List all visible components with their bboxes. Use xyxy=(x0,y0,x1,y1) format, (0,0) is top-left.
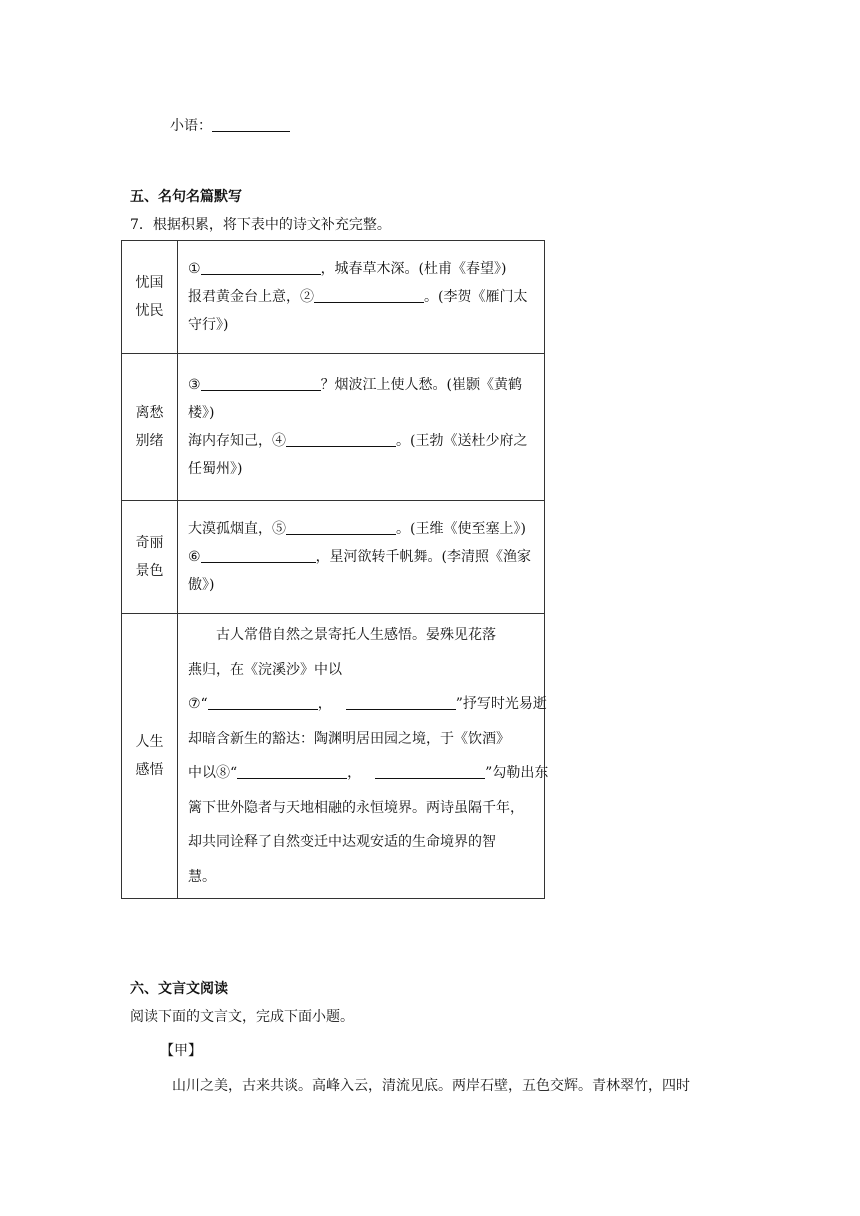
category-text: 人生 xyxy=(135,734,164,750)
line-text: ？烟波江上使人愁。(崔颢《黄鹤 xyxy=(320,377,523,393)
content-cell xyxy=(178,501,545,614)
poem-line xyxy=(188,255,536,283)
paragraph-line: 篱下世外隐者与天地相融的永恒境界。两诗虽隔千年， xyxy=(188,799,524,816)
category-text: 感悟 xyxy=(135,762,164,778)
poem-table xyxy=(121,240,549,899)
fill-blank-1[interactable] xyxy=(201,260,321,275)
line-text: 报君黄金台上意，② xyxy=(188,289,314,305)
answer-blank[interactable] xyxy=(212,117,290,132)
fill-blank-2[interactable] xyxy=(314,288,424,303)
content-cell xyxy=(178,614,549,899)
line-text: ”抒写时光易逝 xyxy=(455,696,547,712)
line-text: ， xyxy=(347,765,362,781)
category-text: 离愁 xyxy=(135,405,164,421)
poem-line xyxy=(188,283,536,311)
category-text: 奇丽 xyxy=(135,535,164,551)
category-text: 景色 xyxy=(135,563,164,579)
answer-line xyxy=(170,115,290,135)
poem-line xyxy=(188,371,536,399)
section-title-6: 六、文言文阅读 xyxy=(130,981,228,997)
fill-blank-6[interactable] xyxy=(201,548,316,563)
category-text: 别绪 xyxy=(135,433,164,449)
category-text: 忧国 xyxy=(135,275,164,291)
category-cell xyxy=(122,501,178,614)
reading-instruction: 阅读下面的文言文，完成下面小题。 xyxy=(130,1009,354,1025)
poem-line: 楼》) xyxy=(188,405,215,421)
line-text: 海内存知己，④ xyxy=(188,433,286,449)
line-text: ， xyxy=(317,696,332,712)
table-row xyxy=(122,354,545,501)
paragraph-line: 却暗含新生的豁达：陶渊明居田园之境，于《饮酒》 xyxy=(188,730,510,747)
line-text: 。(王维《使至塞上》) xyxy=(396,521,526,537)
line-text: ① xyxy=(188,261,201,277)
table-row xyxy=(122,501,545,614)
fill-blank-3[interactable] xyxy=(201,376,321,391)
line-text: ⑦“ xyxy=(188,696,208,712)
section-title-5: 五、名句名篇默写 xyxy=(130,189,242,205)
line-text: ”勾勒出东 xyxy=(485,765,549,781)
content-cell xyxy=(178,241,545,354)
poem-line: 任蜀州》) xyxy=(188,461,243,477)
passage-text: 山川之美，古来共谈。高峰入云，清流见底。两岸石壁，五色交辉。青林翠竹，四时 xyxy=(172,1078,690,1094)
content-cell xyxy=(178,354,545,501)
line-text: 。(王勃《送杜少府之 xyxy=(396,433,528,449)
line-text: 大漠孤烟直，⑤ xyxy=(188,521,286,537)
answer-label: 小语： xyxy=(170,118,212,134)
passage-label: 【甲】 xyxy=(160,1043,202,1059)
category-cell xyxy=(122,354,178,501)
table-row xyxy=(122,241,545,354)
line-text: ，城春草木深。(杜甫《春望》) xyxy=(320,261,507,277)
paragraph-line: 古人常借自然之景寄托人生感悟。晏殊见花落 xyxy=(216,627,496,643)
poem-line xyxy=(188,515,536,543)
fill-blank-8a[interactable] xyxy=(237,764,347,779)
question-7: 7．根据积累，将下表中的诗文补充完整。 xyxy=(130,217,391,233)
line-text: 。(李贺《雁门太 xyxy=(424,289,528,305)
fill-blank-7b[interactable] xyxy=(346,695,456,710)
category-cell xyxy=(122,241,178,354)
line-text: ，星河欲转千帆舞。(李清照《渔家 xyxy=(315,549,532,565)
fill-blank-5[interactable] xyxy=(286,520,396,535)
paragraph-line xyxy=(188,756,549,791)
poem-line: 守行》) xyxy=(188,317,229,333)
poem-line xyxy=(188,543,536,571)
table-row xyxy=(122,614,545,899)
line-text: ③ xyxy=(188,377,201,393)
category-cell xyxy=(122,614,178,899)
fill-blank-7a[interactable] xyxy=(208,695,318,710)
line-text: ⑥ xyxy=(188,549,201,565)
poem-line xyxy=(188,427,536,455)
category-text: 忧民 xyxy=(135,303,164,319)
poem-line: 傲》) xyxy=(188,577,215,593)
paragraph-line xyxy=(188,687,547,722)
paragraph-line: 燕归，在《浣溪沙》中以 xyxy=(188,661,342,678)
line-text: 中以⑧“ xyxy=(188,765,238,781)
paragraph-line: 却共同诠释了自然变迁中达观安适的生命境界的智 xyxy=(188,834,496,850)
fill-blank-4[interactable] xyxy=(286,432,396,447)
paragraph-line: 慧。 xyxy=(188,868,216,885)
fill-blank-8b[interactable] xyxy=(375,764,485,779)
